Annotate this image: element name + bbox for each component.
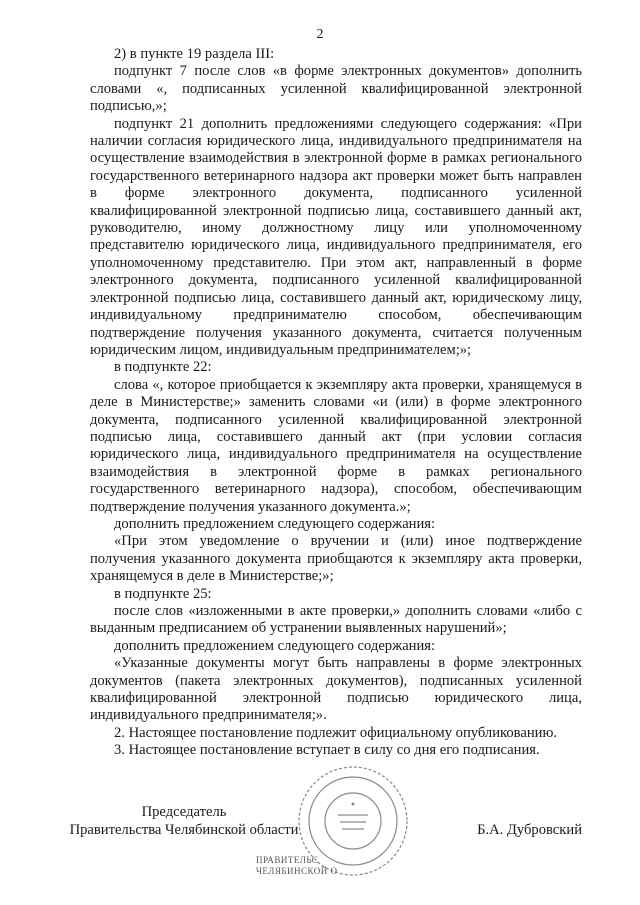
page-number: 2 [316, 27, 324, 42]
paragraph: 2) в пункте 19 раздела III: [114, 46, 275, 62]
document-body [90, 46, 582, 760]
paragraph: 2. Настоящее постановление подлежит официальному опубликованию. [114, 724, 558, 741]
paragraph: 3. Настоящее постановление вступает в силу со дня его подписания. [114, 742, 540, 759]
position-line: Председатель [141, 804, 227, 820]
paragraph: дополнить предложением следующего содержания: [114, 637, 436, 654]
paragraph: подпункт 7 после слов «в форме электронных документов» дополнить словами «, подписанных усиленной квалифицированной электронной подписью,»; [90, 63, 582, 115]
paragraph: «Указанные документы могут быть направлены в форме электронных документов (пакета электронных документов), подписанных усиленной квалифицированной электронной подписью юридического лица, индивидуального предпринимателя;». [90, 655, 582, 724]
stamp-line: ПРАВИТЕЛЬС [256, 855, 319, 865]
paragraph: «При этом уведомление о вручении и (или) иное подтверждение получения указанного документа приобщаются к экземпляру акта проверки, хранящемуся в деле в Министерстве;»; [90, 533, 582, 585]
paragraph: после слов «изложенными в акте проверки,» дополнить словами «либо с выданным предписанием об устранении выявленных нарушений»; [90, 603, 582, 637]
paragraph: слова «, которое приобщается к экземпляру акта проверки, хранящемуся в деле в Министерстве;» заменить словами «и (или) в форме электронного документа, подписанного усиленной квалифицированной электронной подписью лица, составившего данный акт (при условии согласия юридического лица, индивидуального предпринимателя на осуществление взаимодействия в электронной форме в рамках регионального государственного ветеринарного надзора), способом, обеспечивающим подтверждение получения указанного документа.»; [90, 376, 582, 515]
signature-block [64, 803, 582, 843]
paragraph: в подпункте 22: [114, 359, 212, 376]
paragraph: подпункт 21 дополнить предложениями следующего содержания: «При наличии согласия юридического лица, индивидуального предпринимателя на осуществление взаимодействия в электронной форме в рамках регионального государственного ветеринарного надзора акт проверки может быть направлен в форме электронного документа, подписанного усиленной квалифицированной электронной подписью лица, составившего данный акт, руководителю, иному должностному лицу или уполномоченному представителю юридического лица, индивидуального предпринимателя, его уполномоченному представителю. При этом акт, направленный в форме электронного документа, подписанного усиленной квалифицированной электронной подписью лица, составившего данный акт, юридическому лицу, индивидуальному предпринимателю способом, обеспечивающим подтверждение получения указанного документа, считается полученным юридическим лицом, индивидуальным предпринимателем;»; [90, 115, 582, 358]
stamp-line: ЧЕЛЯБИНСКОЙ О [256, 866, 338, 876]
signatory-position [64, 803, 304, 839]
paragraph: дополнить предложением следующего содержания: [114, 515, 436, 532]
position-line: Правительства Челябинской области [69, 822, 299, 838]
paragraph: в подпункте 25: [114, 585, 212, 602]
stamp-caption [256, 855, 338, 877]
signatory-name: Б.А. Дубровский [477, 822, 582, 838]
